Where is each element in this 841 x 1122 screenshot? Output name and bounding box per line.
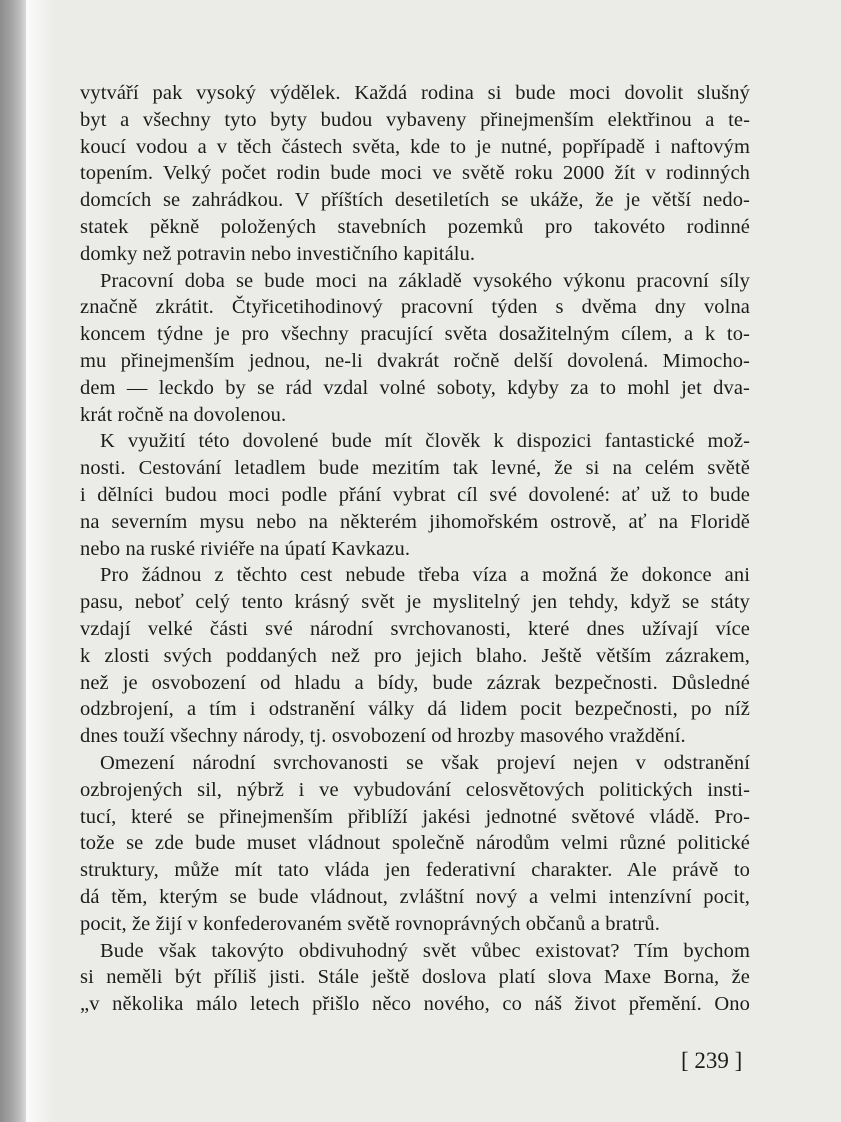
paragraph — [80, 80, 750, 268]
text-line: Bude však takovýto obdivuhodný svět vůbec existovat? Tím bychom — [100, 939, 750, 962]
text-line: vzdají velké části své národní svrchovanosti, které dnes užívají více — [80, 617, 750, 640]
text-line: Pracovní doba se bude moci na základě vysokého výkonu pracovní síly — [100, 269, 750, 292]
text-line: Pro žádnou z těchto cest nebude třeba víza a možná že dokonce ani — [100, 564, 750, 587]
text-line: koncem týdne je pro všechny pracující světa dosažitelným cílem, a k to- — [80, 323, 750, 346]
paragraph — [80, 750, 750, 938]
text-line: krát ročně na dovolenou. — [80, 403, 287, 426]
text-line: si neměli být příliš jisti. Stále ještě doslova platí slova Maxe Borna, že — [80, 966, 750, 989]
text-line: vytváří pak vysoký výdělek. Každá rodina si bude moci dovolit slušný — [80, 82, 750, 104]
text-line: na severním mysu nebo na některém jihomořském ostrově, ať na Floridě — [80, 510, 750, 533]
text-line: dem — leckdo by se rád vzdal volné soboty, kdyby za to mohl jet dva- — [80, 376, 750, 399]
text-line: nosti. Cestování letadlem bude mezitím tak levné, že si na celém světě — [80, 457, 750, 480]
paragraph — [80, 268, 750, 429]
text-line: struktury, může mít tato vláda jen federativní charakter. Ale právě to — [80, 859, 750, 882]
text-line: dá těm, kterým se bude vládnout, zvláštní nový a velmi intenzívní pocit, — [80, 885, 750, 908]
text-line: k zlosti svých poddaných než pro jejich blaho. Ještě větším zázrakem, — [80, 644, 750, 667]
page-number: [ 239 ] — [681, 1048, 743, 1073]
text-line: tože se zde bude muset vládnout společně národům velmi různé politické — [80, 832, 750, 855]
text-line: Omezení národní svrchovanosti se však projeví nejen v odstranění — [100, 751, 750, 774]
text-line: domcích se zahrádkou. V příštích desetiletích se ukáže, že je větší nedo- — [80, 189, 750, 212]
text-line: byt a všechny tyto byty budou vybaveny přinejmenším elektřinou a te- — [80, 108, 750, 131]
text-line: tucí, které se přinejmenším přiblíží jakési jednotné světové vládě. Pro- — [80, 805, 750, 828]
text-line: i dělníci budou moci podle přání vybrat cíl své dovolené: ať už to bude — [80, 483, 750, 506]
paragraph — [80, 938, 750, 1018]
page-edge-highlight — [26, 0, 56, 1122]
text-line: domky než potravin nebo investičního kapitálu. — [80, 242, 476, 265]
text-line: koucí vodou a v těch částech světa, kde to je nutné, popřípadě i naftovým — [80, 135, 750, 158]
text-line: pocit, že žijí v konfederovaném světě rovnoprávných občanů a bratrů. — [80, 912, 661, 935]
paragraph — [80, 562, 750, 750]
text-line: topením. Velký počet rodin bude moci ve světě roku 2000 žít v rodinných — [80, 162, 750, 185]
paragraph — [80, 428, 750, 562]
text-line: nebo na ruské riviéře na úpatí Kavkazu. — [80, 537, 411, 560]
text-line: „v několika málo letech přišlo něco nového, co náš život přemění. Ono — [80, 993, 750, 1016]
text-line: ozbrojených sil, nýbrž i ve vybudování celosvětových politických insti- — [80, 778, 750, 801]
text-line: odzbrojení, a tím i odstranění války dá lidem pocit bezpečnosti, po níž — [80, 698, 750, 721]
book-binding-shadow — [0, 0, 26, 1122]
page-body-text — [80, 80, 750, 1018]
text-line: mu přinejmenším jednou, ne-li dvakrát ročně delší dovolená. Mimocho- — [80, 349, 750, 372]
text-line: statek pěkně položených stavebních pozemků pro takovéto rodinné — [80, 215, 750, 238]
text-line: dnes touží všechny národy, tj. osvobození od hrozby masového vraždění. — [80, 725, 686, 748]
text-line: než je osvobození od hladu a bídy, bude zázrak bezpečnosti. Důsledné — [80, 671, 750, 694]
text-line: pasu, neboť celý tento krásný svět je myslitelný jen tehdy, když se státy — [80, 591, 750, 614]
text-line: značně zkrátit. Čtyřicetihodinový pracovní týden s dvěma dny volna — [80, 296, 750, 319]
text-line: K využití této dovolené bude mít člověk k dispozici fantastické mož- — [100, 430, 750, 453]
